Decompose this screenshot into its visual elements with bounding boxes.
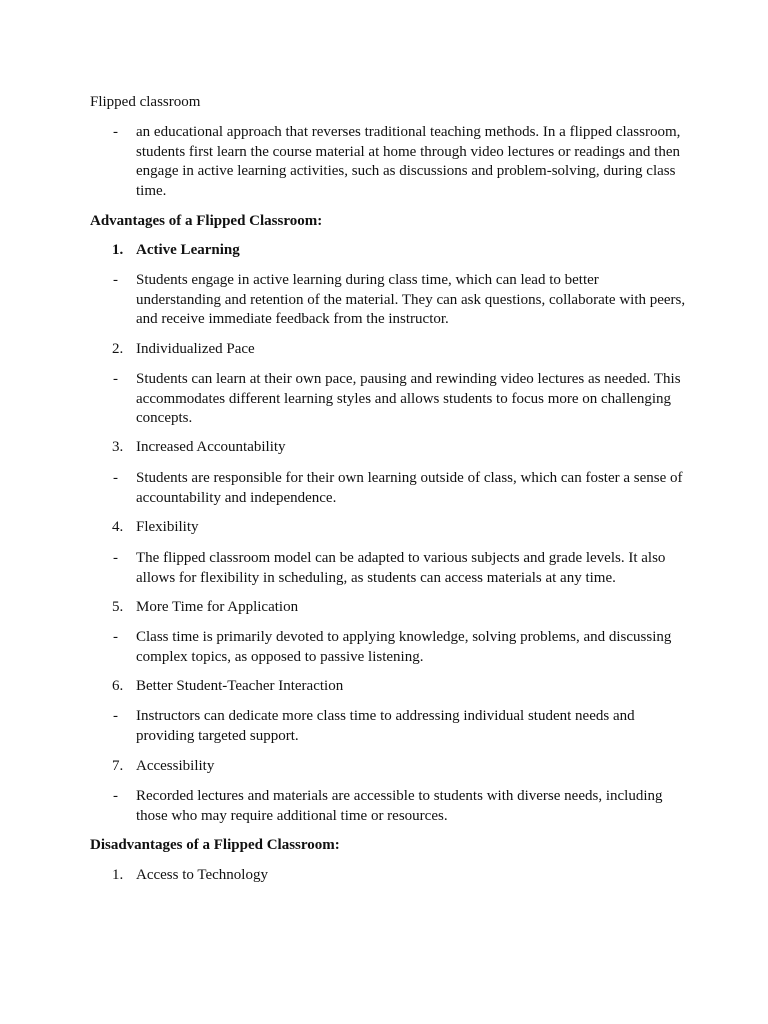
advantage-label: Active Learning [136, 242, 240, 258]
bullet-dash: - [113, 788, 118, 804]
bullet-dash: - [113, 550, 118, 566]
list-number: 1. [112, 242, 124, 258]
advantage-description-text: Students are responsible for their own learning outside of class, which can foster a sense of accountability and independence. [136, 470, 683, 506]
bullet-dash: - [113, 272, 118, 288]
advantage-description-text: Students engage in active learning during class time, which can lead to better understanding and retention of the material. They can ask questions, collaborate with peers, and receive immediate feedback from the instructor. [136, 272, 686, 328]
bullet-dash: - [113, 629, 118, 645]
list-number: 4. [112, 519, 124, 535]
list-number: 2. [112, 341, 124, 357]
document-title: Flipped classroom [90, 94, 201, 110]
advantage-description-text: Students can learn at their own pace, pausing and rewinding video lectures as needed. This accommodates different learning styles and allows students to focus more on challenging concepts. [136, 371, 681, 427]
advantage-label: Better Student-Teacher Interaction [136, 678, 344, 694]
bullet-dash: - [113, 708, 118, 724]
advantage-description-text: Class time is primarily devoted to applying knowledge, solving problems, and discussing complex topics, as opposed to passive listening. [136, 629, 672, 665]
advantage-label: Increased Accountability [136, 439, 286, 455]
list-number: 3. [112, 439, 124, 455]
advantage-label: Accessibility [136, 758, 215, 774]
advantage-label: Individualized Pace [136, 341, 255, 357]
list-number: 7. [112, 758, 124, 774]
disadvantage-label: Access to Technology [136, 867, 268, 883]
advantage-description-text: Instructors can dedicate more class time to addressing individual student needs and providing targeted support. [136, 708, 635, 744]
list-number: 5. [112, 599, 124, 615]
advantages-heading: Advantages of a Flipped Classroom: [90, 213, 323, 229]
list-number: 1. [112, 867, 124, 883]
bullet-dash: - [113, 124, 118, 140]
definition-text: an educational approach that reverses traditional teaching methods. In a flipped classroom, students first learn the course material at home through video lectures or readings and then engage in active learning activities, such as discussions and problem-solving, during class time. [136, 124, 681, 199]
advantage-description-text: The flipped classroom model can be adapted to various subjects and grade levels. It also allows for flexibility in scheduling, as students can access materials at any time. [136, 550, 666, 586]
bullet-dash: - [113, 371, 118, 387]
advantage-description-text: Recorded lectures and materials are accessible to students with diverse needs, including those who may require additional time or resources. [136, 788, 663, 824]
advantage-label: More Time for Application [136, 599, 299, 615]
disadvantages-heading: Disadvantages of a Flipped Classroom: [90, 837, 340, 853]
advantage-label: Flexibility [136, 519, 199, 535]
bullet-dash: - [113, 470, 118, 486]
list-number: 6. [112, 678, 124, 694]
